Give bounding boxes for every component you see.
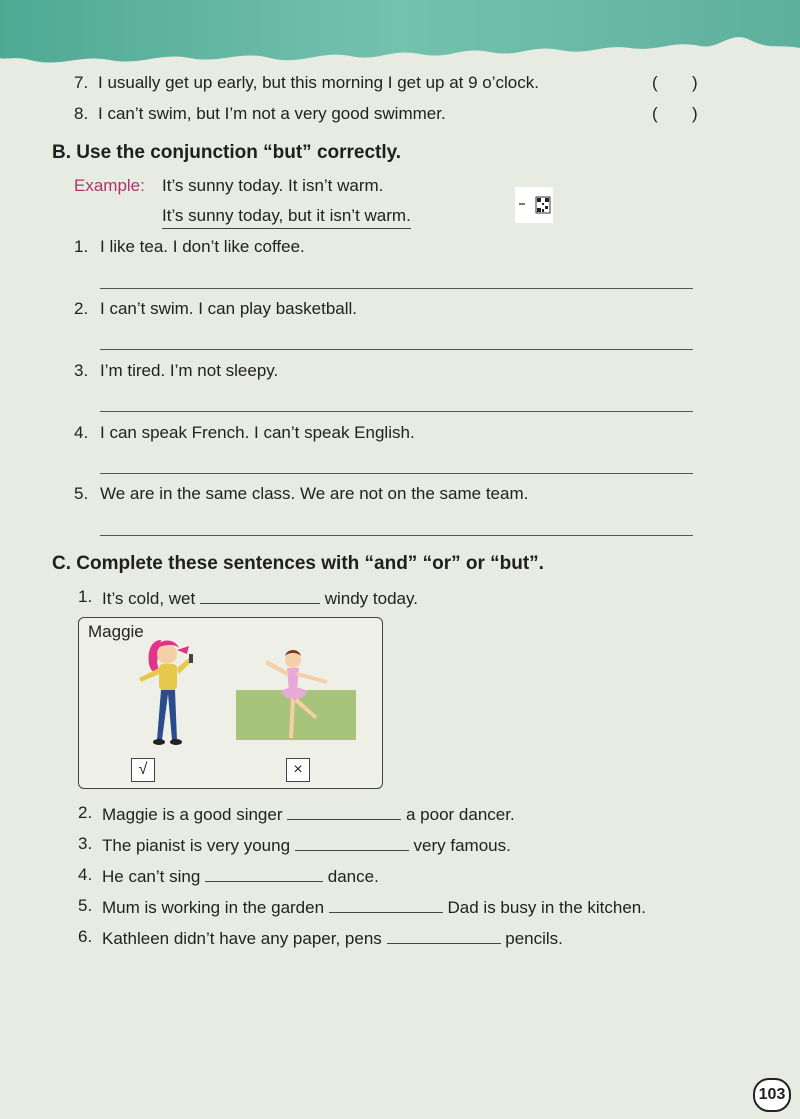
item-number: 4. <box>74 423 89 442</box>
sentence-after: windy today. <box>324 589 418 608</box>
example-answer: It’s sunny today, but it isn’t warm. <box>162 206 411 229</box>
item-number: 2. <box>74 299 89 318</box>
sentence-text <box>102 587 418 609</box>
sentence-after: pencils. <box>505 929 563 948</box>
sentence-text: We are in the same class. We are not on the same team. <box>100 484 529 503</box>
sentence-text: I can’t swim. I can play basketball. <box>100 299 358 318</box>
section-c-heading: C. Complete these sentences with “and” “or” or “but”. <box>52 553 544 574</box>
item-number: 1. <box>74 237 89 256</box>
answer-line[interactable] <box>100 288 693 289</box>
answer-line[interactable] <box>100 411 693 412</box>
item-number: 8. <box>74 104 89 123</box>
item-number: 3. <box>78 834 93 853</box>
item-number: 4. <box>78 865 93 884</box>
sentence-after: Dad is busy in the kitchen. <box>447 898 646 917</box>
sentence-before: It’s cold, wet <box>102 589 196 608</box>
sentence-text: I usually get up early, but this morning I get up at 9 o’clock. <box>98 73 539 92</box>
example-question: It’s sunny today. It isn’t warm. <box>162 176 384 195</box>
header-band <box>0 0 800 70</box>
item-number: 6. <box>78 927 93 946</box>
answer-paren-open: ( <box>652 104 658 123</box>
sentence-before: Kathleen didn’t have any paper, pens <box>102 929 382 948</box>
sentence-text: I can speak French. I can’t speak English. <box>100 423 415 442</box>
sentence-before: Maggie is a good singer <box>102 805 283 824</box>
item-number: 5. <box>74 484 89 503</box>
example-label: Example: <box>74 176 145 195</box>
sentence-text: I’m tired. I’m not sleepy. <box>100 361 279 380</box>
fill-blank[interactable] <box>329 896 443 913</box>
sentence-text: I like tea. I don’t like coffee. <box>100 237 305 256</box>
fill-blank[interactable] <box>200 587 320 604</box>
sentence-before: He can’t sing <box>102 867 201 886</box>
answer-line[interactable] <box>100 349 693 350</box>
sentence-after: dance. <box>327 867 379 886</box>
picture-box <box>78 617 383 789</box>
singer-illustration <box>129 632 209 750</box>
sentence-text <box>102 834 511 856</box>
answer-paren-open: ( <box>652 73 658 92</box>
check-box[interactable]: √ <box>131 758 155 782</box>
fill-blank[interactable] <box>387 927 501 944</box>
ballet-dancer-illustration <box>247 646 337 746</box>
item-number: 5. <box>78 896 93 915</box>
sentence-text <box>102 865 379 887</box>
item-number: 7. <box>74 73 89 92</box>
page-number: 103 <box>753 1078 791 1112</box>
answer-paren-close: ) <box>692 73 698 92</box>
cross-box[interactable]: × <box>286 758 310 782</box>
fill-blank[interactable] <box>205 865 323 882</box>
item-number: 2. <box>78 803 93 822</box>
qr-code-icon <box>515 187 553 223</box>
sentence-after: very famous. <box>413 836 511 855</box>
answer-line[interactable] <box>100 473 693 474</box>
item-number: 3. <box>74 361 89 380</box>
sentence-before: The pianist is very young <box>102 836 291 855</box>
fill-blank[interactable] <box>295 834 409 851</box>
sentence-text <box>102 803 515 825</box>
fill-blank[interactable] <box>287 803 401 820</box>
answer-line[interactable] <box>100 535 693 536</box>
sentence-before: Mum is working in the garden <box>102 898 325 917</box>
item-number: 1. <box>78 587 93 606</box>
sentence-text <box>102 896 646 918</box>
section-b-heading: B. Use the conjunction “but” correctly. <box>52 142 402 163</box>
sentence-text <box>102 927 563 949</box>
answer-paren-close: ) <box>692 104 698 123</box>
picture-name-label: Maggie <box>88 622 144 641</box>
sentence-after: a poor dancer. <box>405 805 515 824</box>
sentence-text: I can’t swim, but I’m not a very good swimmer. <box>98 104 446 123</box>
